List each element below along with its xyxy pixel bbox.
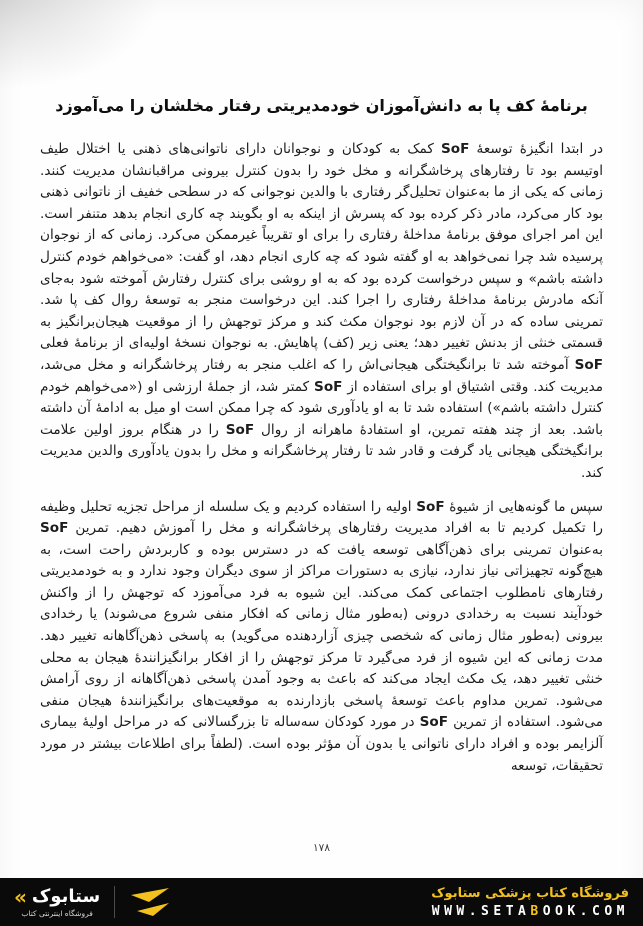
logo-subtitle: فروشگاه اینترنتی کتاب — [21, 908, 93, 918]
paragraph: در ابتدا انگیزهٔ توسعهٔ SoF کمک به کودکان و نوجوانان دارای ناتوانی‌های ذهنی یا اختلال طیف اوتیسم بود تا رفتارهای پرخاشگرانه و مخل خود را بدون کنترل بیرونی مراقبانشان مدیریت کنند. زمانی که یکی از ما به‌عنوان تحلیل‌گر رفتاری با والدین نوجوانی که در سطحی خفیف از ناتوانی ذهنی بود کار می‌کرد، مادر ذکر کرده بود که پسرش از اینکه به او بگویند چه کاری انجام بدهد متنفر است. این امر اجرای موفق برنامهٔ مداخلهٔ رفتاری را برای او تقریباً غیرممکن می‌کرد. زمانی که از نوجوان پرسیده شد چرا نمی‌خواهد به او گفته شود که چه کاری انجام دهد، او گفت: «می‌خواهم خودم کنترل داشته باشم» و سپس درخواست کرده بود که به او روشی برای کنترل رفتارش آموخته شود به‌جای آنکه مادرش برنامهٔ مداخلهٔ رفتاری را اجرا کند. این درخواست منجر به توسعهٔ روال کف پا شد. تمرینی ساده که در آن لازم بود نوجوان مکث کند و مرکز توجهش را از موقعیت هیجان‌برانگیز به قسمتی خنثی از بدنش تغییر دهد؛ یعنی زیر (کف) پاهایش. به نوجوان نسخهٔ اولیه‌ای از برنامهٔ فعلی SoF آموخته شد تا برانگیختگی هیجانی‌اش را که اغلب منجر به رفتار پرخاشگرانه و مخل می‌شد، مدیریت کند. وقتی اشتیاق او برای استفاده از SoF کمتر شد، از جملهٔ ارزشی او («می‌خواهم خودم کنترل داشته باشم») استفاده شد تا به او یادآوری شود که چرا ممکن است او میل به ادامهٔ آن داشته باشد. بعد از چند هفته تمرین، او استفادهٔ ماهرانه از روال SoF را در هنگام بروز اولین علامت برانگیختگی هیجانی یاد گرفت و قادر شد تا رفتار پرخاشگرانه و مخل را بدون یادآوری والدین مدیریت کند. — [40, 141, 604, 481]
body-paragraphs — [40, 139, 603, 777]
page-number: ۱۷۸ — [313, 842, 330, 854]
chapter-title: برنامهٔ کف پا به دانش‌آموزان خودمدیریتی رفتار مخلشان را می‌آموزد — [55, 96, 588, 115]
logo-row — [14, 884, 101, 909]
footer-banner — [0, 878, 643, 926]
setabook-logo — [14, 884, 101, 918]
paragraph: سپس ما گونه‌هایی از شیوهٔ SoF اولیه را استفاده کردیم و یک سلسله از مراحل تجزیه تحلیل وظیفه را تکمیل کردیم تا به افراد مدیریت رفتارهای پرخاشگرانه و مخل را آموزش دهیم. تمرین SoF به‌عنوان تمرینی برای ذهن‌آگاهی توسعه یافت که در دسترس بوده و کاربردش راحت است، به هیچ‌گونه تجهیزاتی نیاز ندارد، نیازی به دستورات مراکز از سوی دیگران وجود ندارد و به خودمدیریتی رفتارهای نامطلوب اجتماعی کمک می‌کند. این شیوه به فرد می‌آموزد که توجهش را از واکنش خودآیند نسبت به رخدادی درونی (به‌طور مثال زمانی که افکار منفی شروع می‌شوند) یا رخدادی بیرونی (به‌طور مثال زمانی که شخصی چیزی آزاردهنده می‌گوید) به پاسخی ذهن‌آگاهانه تغییر دهد. مدت زمانی که این شیوه از فرد می‌گیرد تا مرکز توجهش را از افکار برانگیزانندهٔ هیجان به محلی خنثی تغییر دهد، یک مکث ایجاد می‌کند که باعث به وجود آمدن پاسخی ذهن‌آگاهانه از روی آرامش می‌شود. تمرین مداوم باعث توسعهٔ پاسخی بازدارنده به موقعیت‌های برانگیزانندهٔ هیجان منفی می‌شود. استفاده از تمرین SoF در مورد کودکان سه‌ساله تا بزرگسالانی که در مراحل اولیهٔ بیماری آلزایمر بوده و افراد دارای ناتوانی یا بدون آن مؤثر بوده است. (لطفاً برای اطلاعات بیشتر در مورد تحقیقات، توسعه — [40, 498, 603, 774]
logo-text: ستابوک — [31, 885, 101, 907]
url-suffix: OOK.COM — [542, 903, 629, 919]
store-title: فروشگاه کتاب پزشکی ستابوک — [431, 885, 629, 901]
footer-divider — [114, 886, 115, 918]
website-url — [432, 904, 629, 919]
book-pages-icon — [129, 887, 171, 917]
url-accent: B — [530, 903, 543, 919]
logo-chevron-icon: « — [14, 884, 27, 909]
footer-text-block — [431, 886, 629, 919]
url-prefix: WWW.SETA — [431, 903, 531, 919]
